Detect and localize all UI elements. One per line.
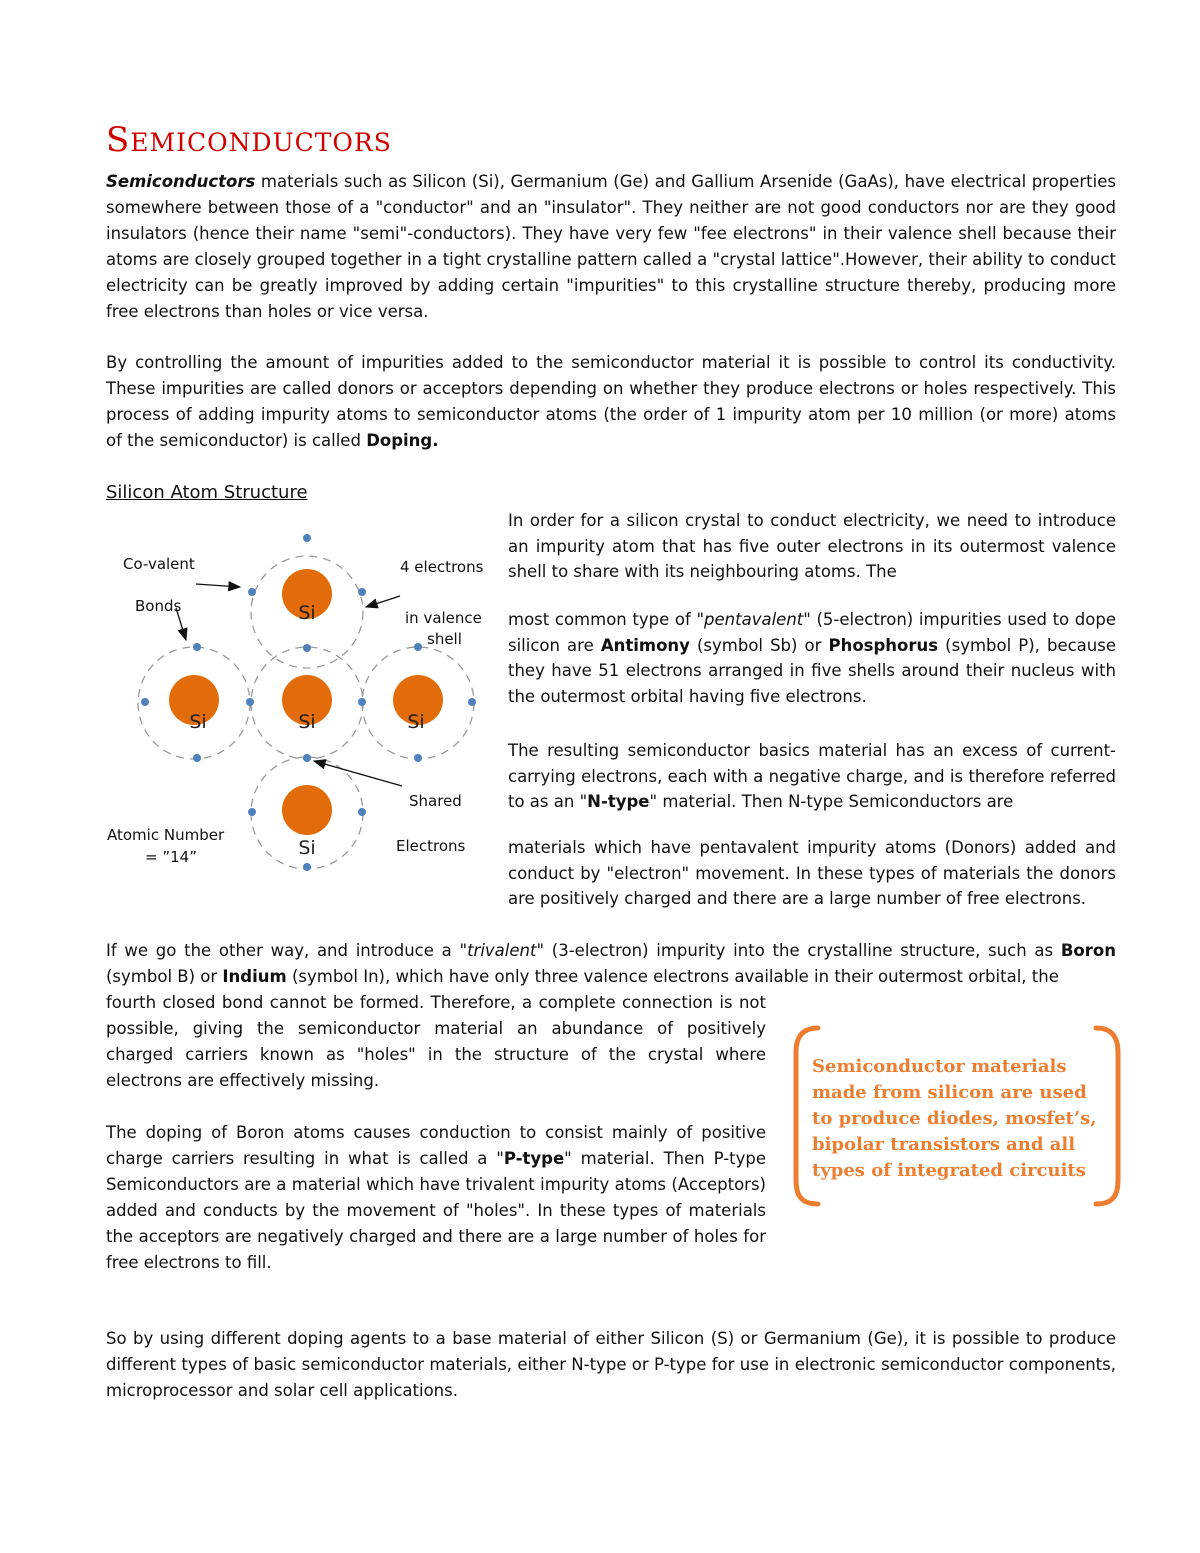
electron — [193, 754, 201, 762]
electron — [193, 643, 201, 651]
right-paragraph-4: materials which have pentavalent impurity atoms (Donors) added and conduct by "electron" movement. In these types of materials the donors are positively charged and there are a large number of free electrons. — [508, 838, 1116, 908]
electron — [141, 698, 149, 706]
trivalent-paragraph: If we go the other way, and introduce a "trivalent" (3-electron) impurity into the crystalline structure, such as Boron (symbol B) or Indium (symbol In), which have only three valence electrons available in their outermost orbital, the — [106, 941, 1116, 986]
nucleus-bottom — [282, 785, 332, 835]
electron — [358, 698, 366, 706]
electron — [303, 863, 311, 871]
label-bonds: Bonds — [135, 597, 182, 615]
atom-label-right: Si — [407, 711, 425, 733]
doping-paragraph: By controlling the amount of impurities added to the semiconductor material it is possible to control its conductivity. These impurities are called donors or acceptors depending on whether they produce electrons or holes respectively. This process of adding impurity atoms to semiconductor atoms (the order of 1 impurity atom per 10 million (or more) atoms of the semiconductor) is called Doping. — [106, 353, 1116, 450]
label-shell: shell — [427, 630, 462, 648]
intro-paragraph: Semiconductors materials such as Silicon (Si), Germanium (Ge) and Gallium Arsenide (GaAs), have electrical properties somewhere between those of a "conductor" and an "insulator". They neither are not good conductors nor are they good insulators (hence their name "semi"-conductors). They have very few "fee electrons" in their valence shell because their atoms are closely grouped together in a tight crystalline pattern called a "crystal lattice".However, their ability to conduct electricity can be greatly improved by adding certain "impurities" to this crystalline structure thereby, producing more free electrons than holes or vice versa. — [106, 172, 1116, 321]
electron — [303, 754, 311, 762]
electron — [358, 588, 366, 596]
electron — [414, 643, 422, 651]
right-paragraph-1: In order for a silicon crystal to conduct electricity, we need to introduce an impurity atom that has five outer electrons in its outermost valence shell to share with its neighbouring atoms. The — [508, 511, 1116, 581]
electron — [248, 588, 256, 596]
electron — [468, 698, 476, 706]
shared-arrow — [314, 761, 402, 786]
atom-label-center: Si — [298, 711, 316, 733]
silicon-atom-diagram — [100, 520, 500, 880]
conclusion-paragraph: So by using different doping agents to a base material of either Silicon (S) or Germanium (Ge), it is possible to produce different types of basic semiconductor materials, either N-type or P-type for use in electronic semiconductor components, microprocessor and solar cell applications. — [106, 1329, 1116, 1400]
atom-label-bottom: Si — [298, 837, 316, 859]
label-atomic-number: Atomic Number — [107, 826, 225, 844]
electron — [358, 808, 366, 816]
label-electrons: Electrons — [396, 837, 466, 855]
electron — [303, 534, 311, 542]
label-four-electrons: 4 electrons — [400, 558, 484, 576]
right-paragraph-2: most common type of "pentavalent" (5-electron) impurities used to dope silicon are Antimony (symbol Sb) or Phosphorus (symbol P), because they have 51 electrons arranged in five shells around their nucleus with the outermost orbital having five electrons. — [508, 610, 1116, 706]
section-heading-silicon-atom: Silicon Atom Structure — [106, 482, 308, 503]
page-title: SEMICONDUCTORS — [106, 120, 392, 160]
callout-text: Semiconductor materials made from silicon are used to produce diodes, mosfet’s, bipolar transistors and all types of integrated circuits — [812, 1056, 1097, 1181]
electron — [246, 698, 254, 706]
electron — [414, 754, 422, 762]
valence-arrow — [366, 596, 400, 607]
covalent-arrow — [196, 584, 240, 587]
label-atomic-value: = ”14” — [145, 848, 197, 866]
ptype-paragraph: The doping of Boron atoms causes conduction to consist mainly of positive charge carriers resulting in what is called a "P-type" material. Then P-type Semiconductors are a material which have trivalent impurity atoms (Acceptors) added and conducts by the movement of "holes". In these types of materials the acceptors are negatively charged and there are a large number of holes for free electrons to fill. — [106, 1123, 767, 1272]
right-paragraph-3: The resulting semiconductor basics material has an excess of current-carrying electrons, each with a negative charge, and is therefore referred to as an "N-type" material. Then N-type Semiconductors are — [508, 741, 1116, 811]
electron — [248, 808, 256, 816]
label-covalent: Co-valent — [123, 555, 195, 573]
electron — [303, 644, 311, 652]
label-shared: Shared — [409, 792, 462, 810]
trivalent-continuation: fourth closed bond cannot be formed. Therefore, a complete connection is not possible, giving the semiconductor material an abundance of positively charged carriers known as "holes" in the structure of the crystal where electrons are effectively missing. — [106, 993, 766, 1090]
atom-label-top: Si — [298, 602, 316, 624]
atom-label-left: Si — [189, 711, 207, 733]
label-in-valence: in valence — [405, 609, 482, 627]
